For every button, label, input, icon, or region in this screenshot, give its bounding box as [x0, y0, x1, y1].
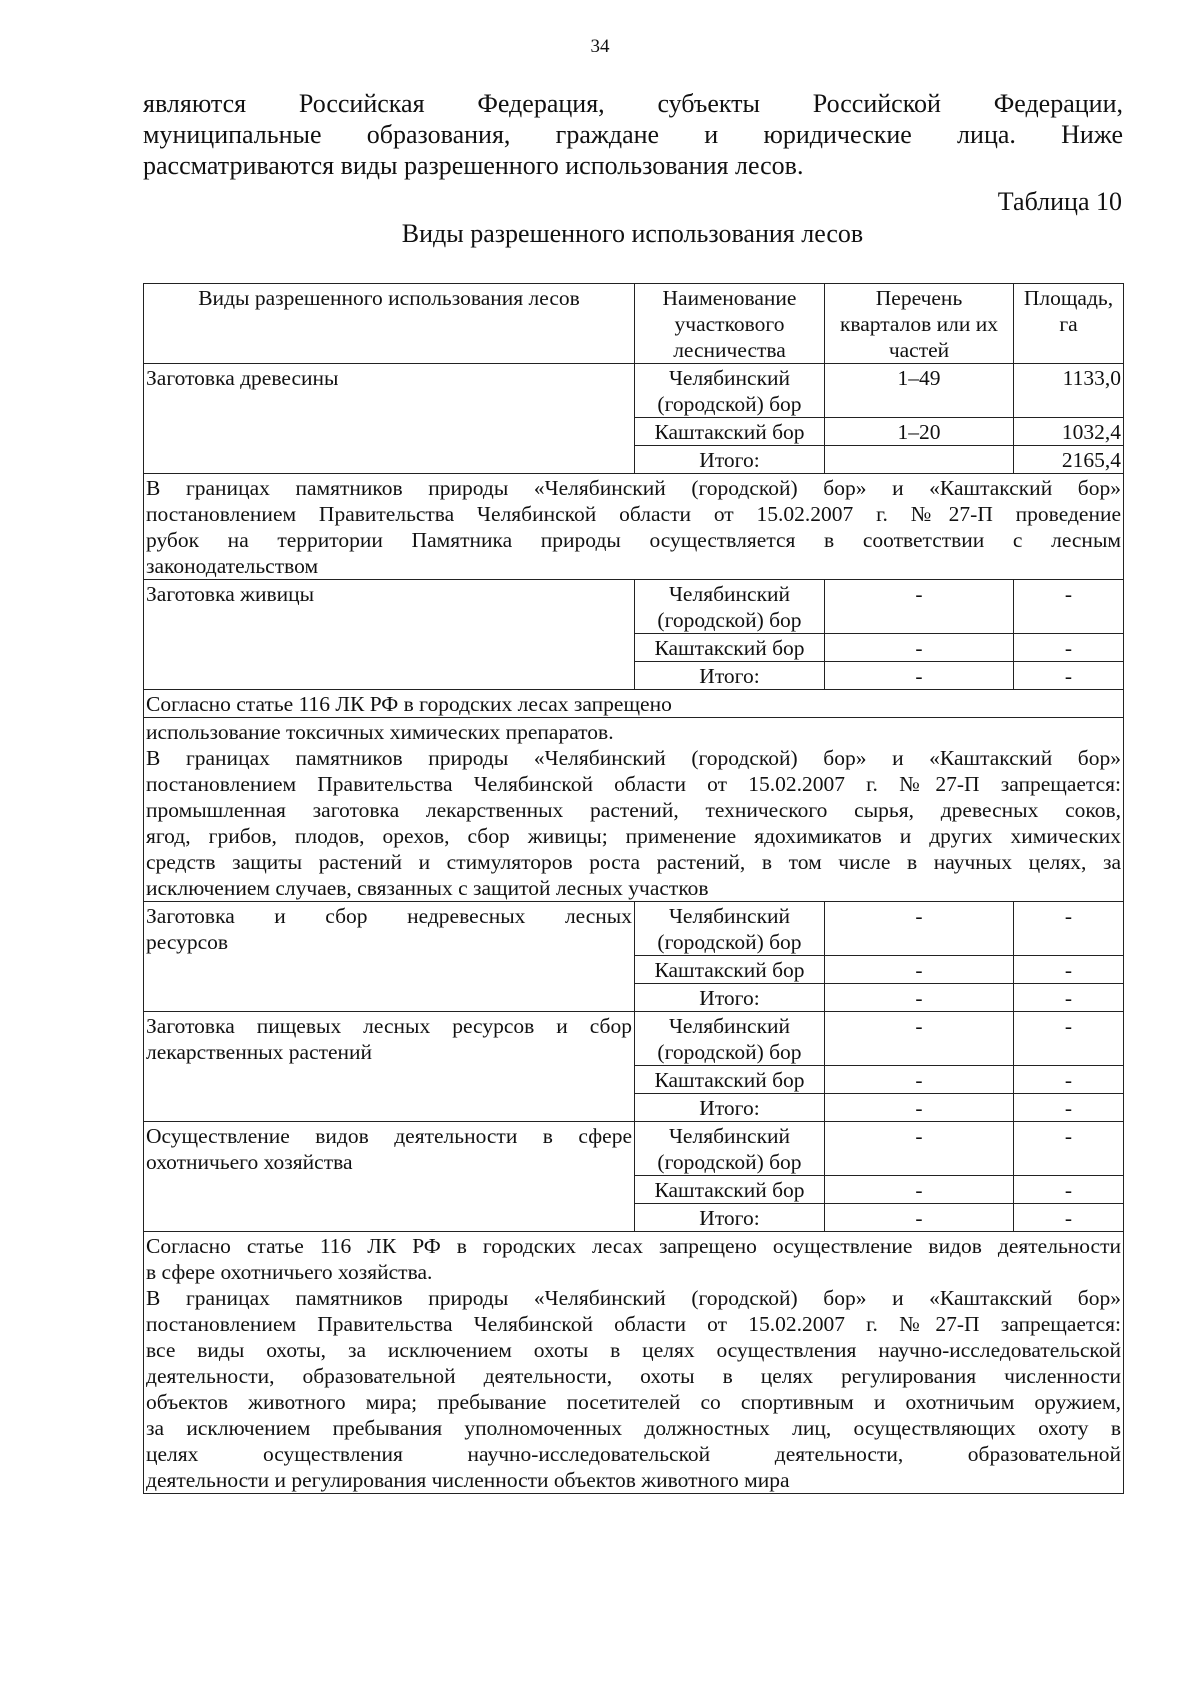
- total-label-cell: Итого:: [635, 1204, 825, 1232]
- area-cell: 1133,0: [1014, 364, 1124, 418]
- note-cell: Согласно статье 116 ЛК РФ в городских лесах запрещено: [144, 690, 1124, 718]
- area-cell: -: [1014, 1204, 1124, 1232]
- forestry-name-cell: Челябинский (городской) бор: [635, 580, 825, 634]
- area-cell: 2165,4: [1014, 446, 1124, 474]
- table-header-row: [144, 284, 1124, 364]
- intro-line: муниципальные образования, граждане и юридические лица. Ниже: [143, 120, 1123, 149]
- forestry-name-cell: Челябинский (городской) бор: [635, 1012, 825, 1066]
- quarters-cell: -: [825, 1176, 1014, 1204]
- table-number: Таблица 10: [997, 187, 1122, 216]
- header-area: Площадь, га: [1014, 284, 1124, 364]
- quarters-cell: -: [825, 1094, 1014, 1122]
- use-type-cell: Заготовка и сбор недревесных лесных ресурсов: [144, 902, 635, 1012]
- table-note-row: [144, 474, 1124, 580]
- forestry-name-cell: Челябинский (городской) бор: [635, 1122, 825, 1176]
- area-cell: -: [1014, 1094, 1124, 1122]
- quarters-cell: -: [825, 984, 1014, 1012]
- quarters-cell: 1–49: [825, 364, 1014, 418]
- table-note-row: [144, 690, 1124, 718]
- note-cell: В границах памятников природы «Челябинский (городской) бор» и «Каштакский бор» постановлением Правительства Челябинской области от 15.02.2007 г. №27-П проведение рубок на территории Памятника природы осуществляется в соответствии с лесным законодательством: [144, 474, 1124, 580]
- table-note-row: [144, 1232, 1124, 1494]
- intro-paragraph: [143, 88, 1123, 181]
- use-type-cell: Заготовка древесины: [144, 364, 635, 474]
- quarters-cell: -: [825, 662, 1014, 690]
- table-row: [144, 364, 1124, 418]
- area-cell: -: [1014, 1066, 1124, 1094]
- forestry-name-cell: Челябинский (городской) бор: [635, 364, 825, 418]
- area-cell: -: [1014, 1176, 1124, 1204]
- table-row: [144, 902, 1124, 956]
- total-label-cell: Итого:: [635, 1094, 825, 1122]
- quarters-cell: -: [825, 580, 1014, 634]
- total-label-cell: Итого:: [635, 446, 825, 474]
- intro-line: рассматриваются виды разрешенного использования лесов.: [143, 151, 804, 180]
- table-title: Виды разрешенного использования лесов: [401, 219, 864, 248]
- quarters-cell: -: [825, 1066, 1014, 1094]
- area-cell: -: [1014, 902, 1124, 956]
- area-cell: -: [1014, 634, 1124, 662]
- header-use-type: Виды разрешенного использования лесов: [144, 284, 635, 364]
- area-cell: -: [1014, 662, 1124, 690]
- quarters-cell: -: [825, 956, 1014, 984]
- area-cell: -: [1014, 1012, 1124, 1066]
- header-forestry-name: Наименование участкового лесничества: [635, 284, 825, 364]
- forestry-name-cell: Челябинский (городской) бор: [635, 902, 825, 956]
- table-row: [144, 580, 1124, 634]
- header-quarters: Перечень кварталов или их частей: [825, 284, 1014, 364]
- quarters-cell: -: [825, 1122, 1014, 1176]
- forestry-name-cell: Каштакский бор: [635, 634, 825, 662]
- forestry-name-cell: Каштакский бор: [635, 418, 825, 446]
- total-label-cell: Итого:: [635, 984, 825, 1012]
- forestry-name-cell: Каштакский бор: [635, 1176, 825, 1204]
- page-number: 34: [590, 36, 610, 57]
- area-cell: -: [1014, 984, 1124, 1012]
- note-cell: использование токсичных химических препаратов. В границах памятников природы «Челябинский (городской) бор» и «Каштакский бор» постановлением Правительства Челябинской области от 15.02.2007 г. №27-П запрещается: промышленная заготовка лекарственных растений, технического сырья, древесных соков, ягод, грибов, плодов, орехов, сбор живицы; применение ядохимикатов и других химических средств защиты растений и стимуляторов роста растений, в том числе в научных целях, за исключением случаев, связанных с защитой лесных участков: [144, 718, 1124, 902]
- area-cell: 1032,4: [1014, 418, 1124, 446]
- quarters-cell: -: [825, 1012, 1014, 1066]
- table-note-row: [144, 718, 1124, 902]
- area-cell: -: [1014, 1122, 1124, 1176]
- quarters-cell: -: [825, 1204, 1014, 1232]
- quarters-cell: -: [825, 902, 1014, 956]
- forestry-name-cell: Каштакский бор: [635, 956, 825, 984]
- area-cell: -: [1014, 580, 1124, 634]
- quarters-cell: -: [825, 634, 1014, 662]
- use-type-cell: Заготовка пищевых лесных ресурсов и сбор лекарственных растений: [144, 1012, 635, 1122]
- use-type-cell: Осуществление видов деятельности в сфере охотничьего хозяйства: [144, 1122, 635, 1232]
- table-row: [144, 1012, 1124, 1066]
- forestry-name-cell: Каштакский бор: [635, 1066, 825, 1094]
- forest-use-table: [143, 283, 1124, 1494]
- total-label-cell: Итого:: [635, 662, 825, 690]
- area-cell: -: [1014, 956, 1124, 984]
- intro-line: являются Российская Федерация, субъекты Российской Федерации,: [143, 89, 1123, 118]
- table-row: [144, 1122, 1124, 1176]
- use-type-cell: Заготовка живицы: [144, 580, 635, 690]
- quarters-cell: 1–20: [825, 418, 1014, 446]
- note-cell: Согласно статье 116 ЛК РФ в городских лесах запрещено осуществление видов деятельности в сфере охотничьего хозяйства. В границах памятников природы «Челябинский (городской) бор» и «Каштакский бор» постановлением Правительства Челябинской области от 15.02.2007 г. №27-П запрещается: все виды охоты, за исключением охоты в целях осуществления научно-исследовательской деятельности, образовательной деятельности, охоты в целях регулирования численности объектов животного мира; пребывание посетителей со спортивным и охотничьим оружием, за исключением пребывания уполномоченных должностных лиц, осуществляющих охоту в целях осуществления научно-исследовательской деятельности, образовательной деятельности и регулирования численности объектов животного мира: [144, 1232, 1124, 1494]
- quarters-cell: [825, 446, 1014, 474]
